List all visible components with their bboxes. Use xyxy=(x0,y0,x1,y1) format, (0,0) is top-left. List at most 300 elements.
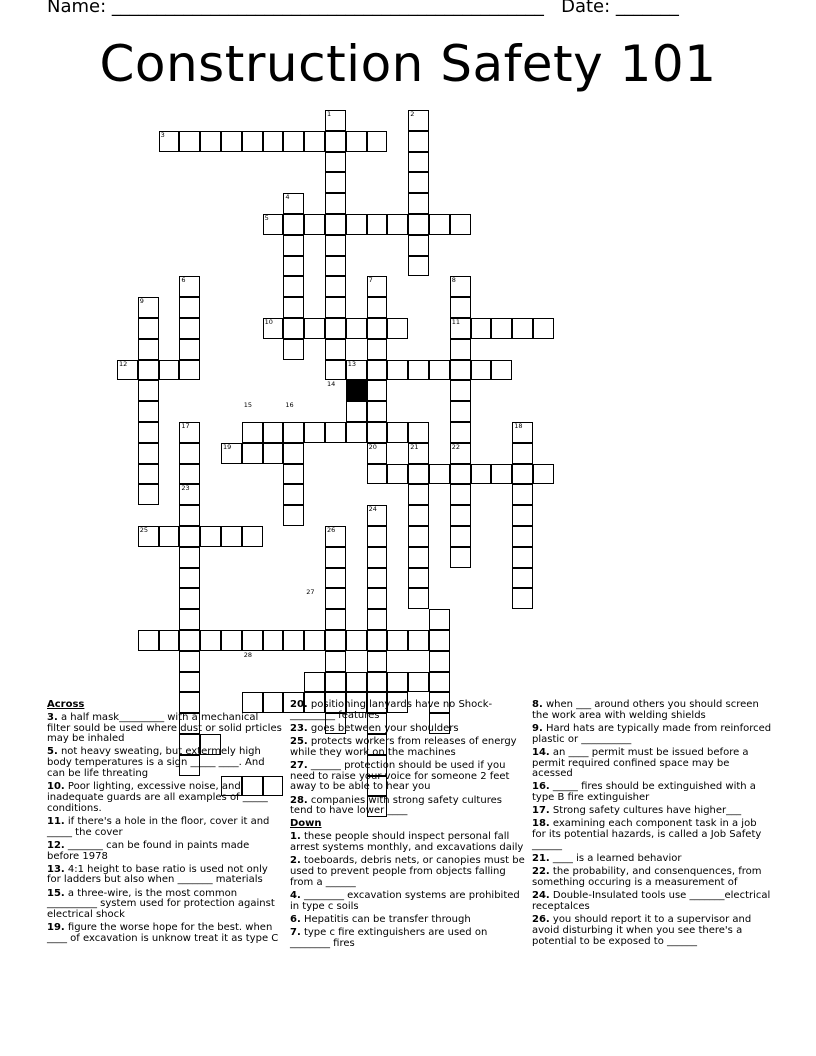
grid-cell[interactable] xyxy=(408,360,429,381)
grid-cell[interactable] xyxy=(367,422,388,443)
grid-cell[interactable] xyxy=(429,214,450,235)
clue-number: 10. xyxy=(47,781,65,793)
clue-item xyxy=(290,891,526,913)
grid-cell[interactable] xyxy=(346,214,367,235)
grid-cell[interactable] xyxy=(367,568,388,589)
grid-cell[interactable] xyxy=(325,651,346,672)
grid-cell[interactable] xyxy=(283,484,304,505)
clue-text: an ____ permit must be issued before a permit required confined space may be acessed xyxy=(532,746,749,780)
grid-cell[interactable] xyxy=(159,630,180,651)
clue-number: 22 xyxy=(451,442,461,451)
grid-cell[interactable] xyxy=(179,360,200,381)
grid-cell[interactable] xyxy=(450,505,471,526)
down-heading: Down xyxy=(290,818,322,830)
grid-cell[interactable] xyxy=(138,464,159,485)
grid-cell[interactable] xyxy=(263,318,284,339)
grid-cell[interactable] xyxy=(283,339,304,360)
grid-cell[interactable] xyxy=(408,588,429,609)
clue-column-3 xyxy=(532,700,772,950)
clue-item xyxy=(290,700,526,722)
clue-number: 25 xyxy=(139,526,149,534)
grid-cell[interactable] xyxy=(450,443,471,464)
grid-cell[interactable] xyxy=(138,422,159,443)
grid-cell[interactable] xyxy=(450,339,471,360)
clue-item xyxy=(290,737,526,759)
grid-cell[interactable] xyxy=(346,131,367,152)
grid-cell[interactable] xyxy=(450,547,471,568)
grid-cell[interactable] xyxy=(471,360,492,381)
grid-cell[interactable] xyxy=(367,526,388,547)
clue-number: 19 xyxy=(223,442,232,451)
grid-cell[interactable] xyxy=(367,505,388,526)
date-label: Date: xyxy=(561,0,611,17)
name-label: Name: xyxy=(47,0,107,17)
grid-cell[interactable] xyxy=(325,609,346,630)
grid-cell[interactable] xyxy=(242,526,263,547)
grid-cell[interactable] xyxy=(325,339,346,360)
grid-cell[interactable] xyxy=(512,318,533,339)
grid-cell[interactable] xyxy=(138,297,159,318)
grid-cell[interactable] xyxy=(283,193,304,214)
grid-cell[interactable] xyxy=(367,464,388,485)
grid-cell[interactable] xyxy=(450,380,471,401)
grid-cell[interactable] xyxy=(325,131,346,152)
clue-number: 12 xyxy=(119,359,128,368)
grid-cell[interactable] xyxy=(387,464,408,485)
grid-cell[interactable] xyxy=(450,297,471,318)
grid-cell[interactable] xyxy=(283,443,304,464)
clue-number: 15. xyxy=(47,887,65,899)
clue-number: 21. xyxy=(532,853,550,865)
clue-number: 16 xyxy=(285,401,294,410)
clue-number: 15 xyxy=(243,401,253,410)
clue-text: type c fire extinguishers are used on ________ fires xyxy=(290,926,488,949)
grid-cell[interactable] xyxy=(304,318,325,339)
grid-cell[interactable] xyxy=(408,547,429,568)
grid-cell[interactable] xyxy=(533,318,554,339)
grid-cell[interactable] xyxy=(387,630,408,651)
grid-cell[interactable] xyxy=(304,131,325,152)
grid-cell[interactable] xyxy=(429,672,450,693)
grid-cell[interactable] xyxy=(325,152,346,173)
clue-item xyxy=(532,915,772,947)
grid-cell[interactable] xyxy=(179,276,200,297)
grid-cell[interactable] xyxy=(117,360,138,381)
grid-cell[interactable] xyxy=(263,443,284,464)
clue-number: 9. xyxy=(532,722,543,734)
clue-number: 18 xyxy=(514,422,523,430)
clue-text: _____ fires should be extinguished with a type B fire extinguisher xyxy=(532,781,756,804)
grid-cell[interactable] xyxy=(283,464,304,485)
grid-cell[interactable] xyxy=(471,464,492,485)
grid-cell[interactable] xyxy=(512,464,533,485)
clue-text: positioning lanyards have no Shock-_________ features xyxy=(290,699,493,721)
clue-text: Hepatitis can be transfer through xyxy=(300,913,471,925)
clue-item xyxy=(47,923,283,945)
grid-cell[interactable] xyxy=(491,464,512,485)
clue-text: ____ is a learned behavior xyxy=(549,853,682,865)
grid-cell[interactable] xyxy=(429,360,450,381)
grid-cell[interactable] xyxy=(138,526,159,547)
grid-cell[interactable] xyxy=(408,464,429,485)
grid-cell[interactable] xyxy=(325,568,346,589)
clue-text: Strong safety cultures have higher___ xyxy=(549,805,742,817)
grid-cell[interactable] xyxy=(304,630,325,651)
grid-cell[interactable] xyxy=(408,235,429,256)
grid-cell[interactable] xyxy=(179,630,200,651)
grid-cell[interactable] xyxy=(408,484,429,505)
grid-cell[interactable] xyxy=(512,588,533,609)
clue-number: 5. xyxy=(47,746,58,758)
grid-cell[interactable] xyxy=(367,276,388,297)
grid-cell[interactable] xyxy=(159,131,180,152)
grid-cell[interactable] xyxy=(179,339,200,360)
grid-cell[interactable] xyxy=(408,630,429,651)
clue-number: 17. xyxy=(532,805,550,817)
grid-cell[interactable] xyxy=(346,318,367,339)
clue-number: 5 xyxy=(264,214,269,222)
clue-text: companies with strong safety cultures tend to have lower ____ xyxy=(290,794,502,817)
grid-cell[interactable] xyxy=(221,526,242,547)
grid-cell[interactable] xyxy=(408,568,429,589)
grid-cell[interactable] xyxy=(242,443,263,464)
grid-cell[interactable] xyxy=(304,672,325,693)
grid-cell[interactable] xyxy=(346,672,367,693)
grid-cell[interactable] xyxy=(450,464,471,485)
clue-number: 10 xyxy=(264,318,273,326)
name-line[interactable]: ________________________________________________ xyxy=(111,0,544,17)
grid-cell[interactable] xyxy=(450,422,471,443)
grid-cell[interactable] xyxy=(387,422,408,443)
clue-text: if there's a hole in the floor, cover it and _____ the cover xyxy=(47,815,270,838)
grid-cell[interactable] xyxy=(450,276,471,297)
grid-cell[interactable] xyxy=(450,360,471,381)
grid-cell[interactable] xyxy=(408,505,429,526)
grid-cell[interactable] xyxy=(138,318,159,339)
clue-text: ______ protection should be used if you need to raise your voice for someone 2 feet away to be able to hear you xyxy=(290,759,510,793)
grid-cell[interactable] xyxy=(325,630,346,651)
clue-number: 8 xyxy=(451,276,456,285)
page-title: Construction Safety 101 xyxy=(99,35,717,93)
grid-cell[interactable] xyxy=(325,672,346,693)
grid-cell[interactable] xyxy=(179,526,200,547)
grid-cell[interactable] xyxy=(346,360,367,381)
grid-cell[interactable] xyxy=(367,318,388,339)
grid-cell[interactable] xyxy=(159,360,180,381)
grid-cell[interactable] xyxy=(346,401,367,422)
grid-cell[interactable] xyxy=(138,401,159,422)
grid-cell[interactable] xyxy=(367,443,388,464)
grid-cell[interactable] xyxy=(512,443,533,464)
grid-cell[interactable] xyxy=(325,547,346,568)
grid-cell[interactable] xyxy=(221,443,242,464)
clue-item xyxy=(290,796,526,818)
grid-cell[interactable] xyxy=(408,443,429,464)
clue-number: 17 xyxy=(181,422,190,430)
grid-cell[interactable] xyxy=(367,547,388,568)
clue-number: 12. xyxy=(47,839,65,851)
clue-number: 26 xyxy=(327,526,336,534)
grid-cell[interactable] xyxy=(408,526,429,547)
clue-number: 16. xyxy=(532,781,550,793)
clue-item xyxy=(532,724,772,746)
clue-text: goes between your shoulders xyxy=(307,722,459,734)
grid-cell[interactable] xyxy=(179,297,200,318)
grid-cell[interactable] xyxy=(367,214,388,235)
grid-cell[interactable] xyxy=(283,235,304,256)
grid-cell[interactable] xyxy=(408,172,429,193)
grid-cell[interactable] xyxy=(283,131,304,152)
clue-item xyxy=(47,747,283,779)
clue-item xyxy=(47,782,283,814)
grid-cell[interactable] xyxy=(179,443,200,464)
grid-cell[interactable] xyxy=(200,526,221,547)
grid-cell[interactable] xyxy=(325,318,346,339)
date-line[interactable]: _______ xyxy=(615,0,679,17)
grid-cell[interactable] xyxy=(325,193,346,214)
grid-cell[interactable] xyxy=(263,214,284,235)
grid-cell[interactable] xyxy=(325,110,346,131)
clue-number: 11. xyxy=(47,815,65,827)
grid-cell[interactable] xyxy=(263,630,284,651)
clue-number: 1 xyxy=(327,110,332,118)
grid-cell[interactable] xyxy=(138,630,159,651)
clue-item xyxy=(532,748,772,780)
grid-cell[interactable] xyxy=(138,443,159,464)
clue-number: 4 xyxy=(285,193,290,202)
grid-cell[interactable] xyxy=(512,526,533,547)
clue-number: 27 xyxy=(306,588,315,597)
clue-number: 20 xyxy=(368,442,377,451)
clue-item xyxy=(290,915,526,926)
grid-cell[interactable] xyxy=(429,609,450,630)
clue-number: 2. xyxy=(290,855,301,867)
clue-item xyxy=(290,856,526,888)
clue-item xyxy=(47,817,283,839)
grid-cell[interactable] xyxy=(179,672,200,693)
clue-number: 28 xyxy=(243,650,253,659)
grid-cell[interactable] xyxy=(200,630,221,651)
clue-number: 19. xyxy=(47,922,65,934)
clue-text: not heavy sweating, but extermely high body temperatures is a sign _____ ____. And can be life threating xyxy=(47,746,265,780)
grid-cell[interactable] xyxy=(387,672,408,693)
grid-cell[interactable] xyxy=(325,214,346,235)
grid-cell[interactable] xyxy=(491,360,512,381)
grid-cell[interactable] xyxy=(283,297,304,318)
clue-item xyxy=(47,841,283,863)
grid-block xyxy=(346,380,367,401)
grid-cell[interactable] xyxy=(512,547,533,568)
clue-item xyxy=(532,891,772,913)
grid-cell[interactable] xyxy=(325,360,346,381)
clue-number: 4. xyxy=(290,889,301,901)
grid-cell[interactable] xyxy=(367,380,388,401)
grid-cell[interactable] xyxy=(304,214,325,235)
grid-cell[interactable] xyxy=(283,422,304,443)
grid-cell[interactable] xyxy=(408,110,429,131)
grid-cell[interactable] xyxy=(367,339,388,360)
clue-text: Double-Insulated tools use _______electrical receptalces xyxy=(532,890,771,912)
grid-cell[interactable] xyxy=(179,588,200,609)
grid-cell[interactable] xyxy=(408,131,429,152)
grid-cell[interactable] xyxy=(367,131,388,152)
grid-cell[interactable] xyxy=(304,422,325,443)
clue-item xyxy=(290,724,526,735)
clue-item xyxy=(532,782,772,804)
across-heading: Across xyxy=(47,699,85,710)
clue-number: 3. xyxy=(47,711,58,723)
clue-number: 11 xyxy=(451,318,461,326)
grid-cell[interactable] xyxy=(283,276,304,297)
grid-cell[interactable] xyxy=(221,630,242,651)
grid-cell[interactable] xyxy=(367,360,388,381)
clue-text: Hard hats are typically made from reinforced plastic or __________ xyxy=(532,722,772,745)
grid-cell[interactable] xyxy=(512,568,533,589)
clue-text: these people should inspect personal fall arrest systems monthly, and excavations daily xyxy=(290,831,524,854)
grid-cell[interactable] xyxy=(429,630,450,651)
clue-number: 13 xyxy=(347,359,357,368)
grid-cell[interactable] xyxy=(242,422,263,443)
grid-cell[interactable] xyxy=(242,630,263,651)
grid-cell[interactable] xyxy=(429,651,450,672)
grid-cell[interactable] xyxy=(533,464,554,485)
grid-cell[interactable] xyxy=(283,214,304,235)
grid-cell[interactable] xyxy=(471,318,492,339)
clue-number: 9 xyxy=(139,297,144,306)
clue-number: 21 xyxy=(410,442,419,451)
grid-cell[interactable] xyxy=(450,318,471,339)
grid-cell[interactable] xyxy=(179,422,200,443)
grid-cell[interactable] xyxy=(242,131,263,152)
grid-cell[interactable] xyxy=(138,360,159,381)
clue-item xyxy=(47,865,283,887)
clue-number: 2 xyxy=(410,110,415,118)
grid-cell[interactable] xyxy=(179,568,200,589)
clue-text: a half mask_________ with a mechanical filter sould be used where dust or solid prticles may be inhaled xyxy=(47,711,282,745)
clue-text: when ___ around others you should screen the work area with welding shields xyxy=(532,699,759,721)
grid-cell[interactable] xyxy=(179,484,200,505)
clue-text: figure the worse hope for the best. when ____ of excavation is unknow treat it as type C xyxy=(47,922,279,945)
clue-number: 23. xyxy=(290,722,308,734)
grid-cell[interactable] xyxy=(346,630,367,651)
grid-cell[interactable] xyxy=(325,172,346,193)
clue-column-1 xyxy=(47,700,283,947)
grid-cell[interactable] xyxy=(408,193,429,214)
grid-cell[interactable] xyxy=(408,214,429,235)
grid-cell[interactable] xyxy=(179,464,200,485)
clue-text: the probability, and consenquences, from something occuring is a measurement of xyxy=(532,866,762,889)
grid-cell[interactable] xyxy=(408,152,429,173)
clue-number: 24. xyxy=(532,890,550,902)
grid-cell[interactable] xyxy=(450,401,471,422)
grid-cell[interactable] xyxy=(179,547,200,568)
clue-number: 23 xyxy=(181,484,190,493)
clue-item xyxy=(532,854,772,865)
grid-cell[interactable] xyxy=(367,401,388,422)
grid-cell[interactable] xyxy=(408,422,429,443)
grid-cell[interactable] xyxy=(346,422,367,443)
clue-text: examining each component task in a job for its potential hazards, is called a Job Safety ______ xyxy=(532,818,762,852)
clue-number: 13. xyxy=(47,863,65,875)
grid-cell[interactable] xyxy=(387,318,408,339)
clue-number: 3 xyxy=(160,130,165,139)
clue-number: 14 xyxy=(327,380,336,389)
grid-cell[interactable] xyxy=(179,651,200,672)
grid-cell[interactable] xyxy=(263,422,284,443)
grid-cell[interactable] xyxy=(283,318,304,339)
grid-cell[interactable] xyxy=(450,526,471,547)
clue-item xyxy=(532,867,772,889)
clue-number: 20. xyxy=(290,699,308,710)
clue-number: 22. xyxy=(532,866,550,878)
grid-cell[interactable] xyxy=(179,505,200,526)
clue-number: 28. xyxy=(290,794,308,806)
clue-number: 8. xyxy=(532,699,543,710)
clue-text: _______ can be found in paints made before 1978 xyxy=(47,839,250,862)
grid-cell[interactable] xyxy=(367,630,388,651)
grid-cell[interactable] xyxy=(325,235,346,256)
clue-item xyxy=(290,928,526,950)
grid-cell[interactable] xyxy=(512,422,533,443)
grid-cell[interactable] xyxy=(367,672,388,693)
grid-cell[interactable] xyxy=(367,651,388,672)
clue-text: ________ excavation systems are prohibited in type c soils xyxy=(290,889,520,912)
grid-cell[interactable] xyxy=(263,131,284,152)
grid-cell[interactable] xyxy=(159,526,180,547)
clue-number: 27. xyxy=(290,759,308,771)
grid-cell[interactable] xyxy=(367,588,388,609)
grid-cell[interactable] xyxy=(325,526,346,547)
clue-number: 26. xyxy=(532,914,550,926)
grid-cell[interactable] xyxy=(408,256,429,277)
grid-cell[interactable] xyxy=(200,131,221,152)
grid-cell[interactable] xyxy=(221,131,242,152)
clue-text: protects workers from releases of energy while they work on the machines xyxy=(290,735,517,758)
clue-item xyxy=(532,819,772,851)
grid-cell[interactable] xyxy=(179,318,200,339)
grid-cell[interactable] xyxy=(512,505,533,526)
grid-cell[interactable] xyxy=(325,422,346,443)
clue-item xyxy=(532,806,772,817)
grid-cell[interactable] xyxy=(491,318,512,339)
clue-number: 18. xyxy=(532,818,550,830)
grid-cell[interactable] xyxy=(408,672,429,693)
grid-cell[interactable] xyxy=(387,214,408,235)
grid-cell[interactable] xyxy=(387,360,408,381)
grid-cell[interactable] xyxy=(138,484,159,505)
grid-cell[interactable] xyxy=(325,588,346,609)
grid-cell[interactable] xyxy=(283,256,304,277)
grid-cell[interactable] xyxy=(325,256,346,277)
grid-cell[interactable] xyxy=(138,380,159,401)
grid-cell[interactable] xyxy=(367,297,388,318)
grid-cell[interactable] xyxy=(179,131,200,152)
grid-cell[interactable] xyxy=(450,214,471,235)
grid-cell[interactable] xyxy=(325,276,346,297)
grid-cell[interactable] xyxy=(325,297,346,318)
grid-cell[interactable] xyxy=(179,609,200,630)
grid-cell[interactable] xyxy=(283,505,304,526)
grid-cell[interactable] xyxy=(283,630,304,651)
grid-cell[interactable] xyxy=(450,484,471,505)
grid-cell[interactable] xyxy=(429,464,450,485)
clue-text: a three-wire, is the most common __________ system used for protection against electrical shock xyxy=(47,887,275,921)
clue-number: 1. xyxy=(290,831,301,843)
grid-cell[interactable] xyxy=(138,339,159,360)
grid-cell[interactable] xyxy=(512,484,533,505)
grid-cell[interactable] xyxy=(367,609,388,630)
clue-item xyxy=(532,700,772,722)
